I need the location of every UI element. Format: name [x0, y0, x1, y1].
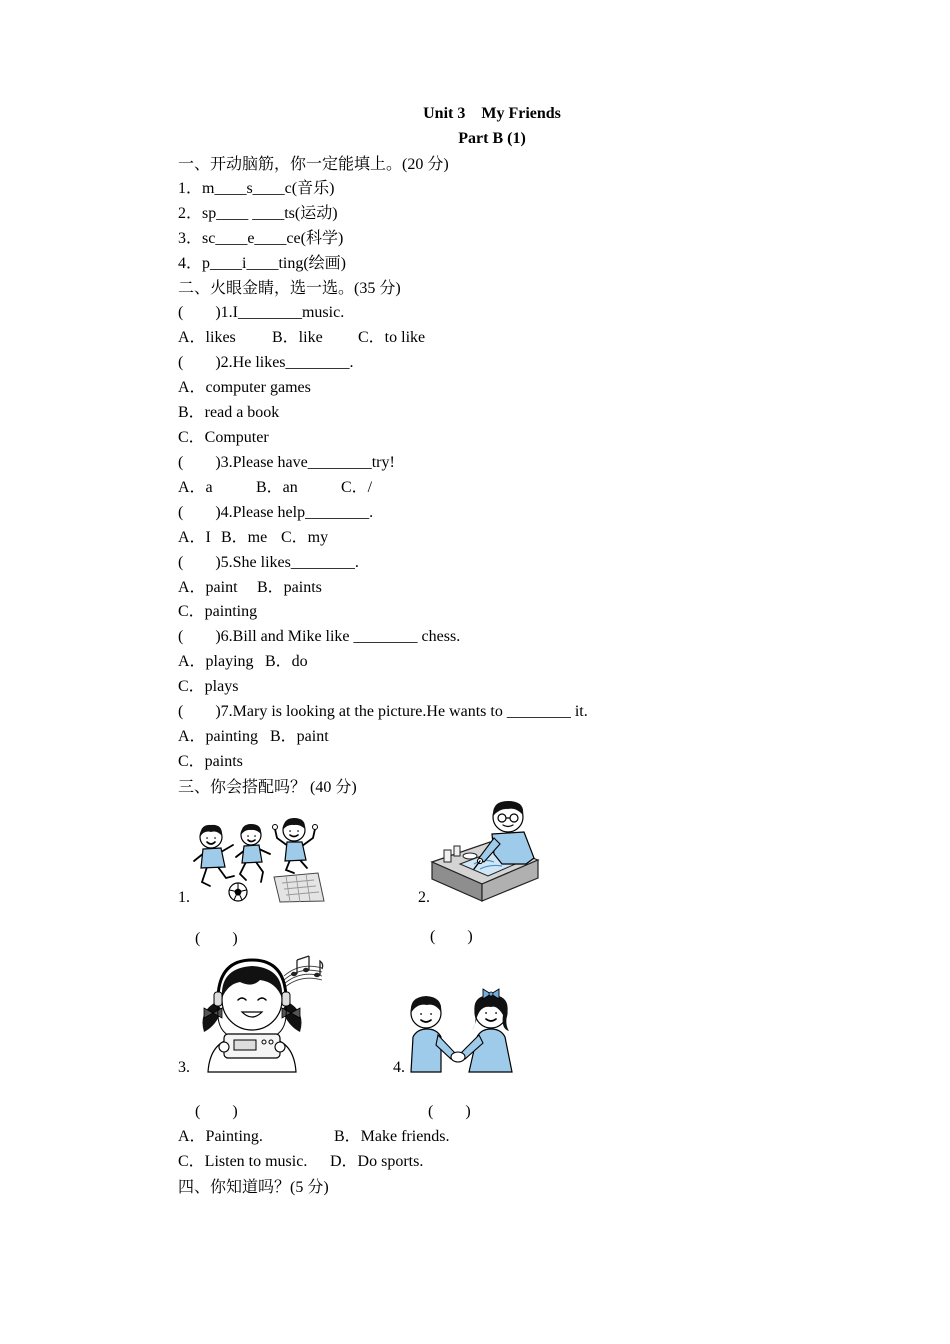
q5-option-c: C．painting [178, 603, 258, 621]
question-1-options [178, 326, 806, 351]
picture-4-number: 4. [393, 1059, 405, 1076]
q2-option-a: A．computer games [178, 379, 311, 397]
question-7-stem: ( )7.Mary is looking at the picture.He wants to ________ it. [178, 703, 588, 721]
kid-left [194, 825, 234, 886]
q7-option-a: A．painting [178, 728, 258, 746]
kid-left-legs [202, 867, 234, 886]
q4-option-a: A．I [178, 528, 211, 546]
section3-heading-text: 三、你会搭配吗？ [178, 776, 307, 796]
matching-options-and-section4 [178, 1124, 806, 1199]
do-sports-picture [190, 815, 325, 903]
paint-palette [463, 853, 477, 859]
boy-painter [474, 801, 534, 869]
music-note-1 [291, 972, 297, 976]
girl-listener-hand-left [219, 1042, 229, 1052]
q1-option-c: C．to like [358, 329, 426, 347]
paint-bottle-2 [454, 846, 460, 856]
match-option-a: A．Painting. [178, 1128, 263, 1145]
picture-4-answer-blank: ( ) [428, 1103, 471, 1120]
picture-1-number: 1. [178, 889, 190, 906]
q2-option-c: C．Computer [178, 428, 269, 446]
matching-options-row-1 [178, 1124, 806, 1149]
question-3-stem: ( )3.Please have________try! [178, 453, 395, 471]
boy-friend-shirt [411, 1029, 441, 1072]
question-3-options [178, 476, 806, 501]
goal-net [274, 873, 324, 902]
q7-option-b: B．paint [270, 728, 329, 746]
picture-3-answer-blank: ( ) [195, 1103, 238, 1120]
section2-score: (35 分) [354, 280, 401, 298]
q2-option-b: B．read a book [178, 404, 280, 422]
matching-options-row-2 [178, 1149, 806, 1174]
q4-option-c: C．my [281, 528, 329, 546]
question-5-stem: ( )5.She likes________. [178, 553, 359, 571]
music-player-button-2 [269, 1040, 273, 1044]
girl-friend-bow-knot [489, 992, 493, 996]
question-7-options [178, 725, 806, 750]
question-4-stem: ( )4.Please help________. [178, 503, 374, 521]
section4-heading-text: 四、你知道吗？ [178, 1177, 291, 1196]
match-option-b: B．Make friends. [334, 1128, 450, 1145]
headphones-cup-left [214, 992, 222, 1006]
section3-score: (40 分) [310, 778, 357, 796]
section2-heading [178, 276, 806, 301]
section2-heading-text: 二、火眼金睛，选一选。 [178, 278, 355, 298]
picture-2-answer-blank: ( ) [430, 928, 473, 945]
q4-option-b: B．me [221, 528, 268, 546]
girl-friend [461, 989, 512, 1072]
question-5-options [178, 576, 806, 601]
q1-option-b: B．like [272, 329, 323, 347]
picture-3-number: 3. [178, 1059, 190, 1076]
kid-left-shirt [201, 848, 225, 868]
make-friends-picture [405, 985, 513, 1072]
headphones-cup-right [282, 992, 290, 1006]
section1-heading [178, 152, 806, 177]
spelling-item-3: 3．sc____e____ce(科学) [178, 229, 344, 247]
section3-heading [178, 775, 806, 800]
soccer-ball [229, 883, 247, 901]
spelling-item-1: 1．m____s____c(音乐) [178, 179, 335, 197]
q3-option-a: A．a [178, 478, 213, 496]
kid-right [273, 818, 318, 873]
music-note-3 [314, 973, 320, 977]
kid-middle [236, 824, 270, 882]
q5-option-b: B．paints [257, 578, 322, 596]
music-player-button-1 [262, 1040, 266, 1044]
music-player [219, 1034, 285, 1058]
kid-right-fist-right [313, 825, 318, 830]
boy-friend [411, 996, 455, 1072]
girl-listener-hand-right [275, 1042, 285, 1052]
kid-middle-legs [240, 862, 263, 882]
q5-option-a: A．paint [178, 578, 238, 596]
question-6-stem: ( )6.Bill and Mike like ________ chess. [178, 628, 461, 646]
part-title: Part B (1) [458, 129, 526, 147]
match-option-d: D．Do sports. [330, 1153, 424, 1170]
question-1-stem: ( )1.I________music. [178, 304, 345, 322]
text-column [178, 102, 806, 800]
music-note-stems [297, 956, 323, 975]
question-4-options [178, 526, 806, 551]
section1-score: (20 分) [402, 155, 449, 173]
picture-2-number: 2. [418, 889, 430, 906]
question-2-stem: ( )2.He likes________. [178, 354, 354, 372]
q6-option-c: C．plays [178, 678, 239, 696]
music-note-2 [303, 968, 309, 972]
match-option-c: C．Listen to music. [178, 1153, 308, 1170]
unit-title: Unit 3 My Friends [423, 105, 561, 122]
q3-option-b: B．an [256, 478, 298, 496]
q6-option-b: B．do [265, 653, 308, 671]
paint-bottle-1 [444, 850, 451, 862]
spelling-item-2: 2．sp____ ____ts(运动) [178, 204, 338, 222]
handshake [451, 1052, 465, 1062]
q7-option-c: C．paints [178, 752, 243, 770]
section4-heading [178, 1174, 806, 1199]
kid-right-shirt [285, 842, 306, 861]
section4-score: (5 分) [290, 1179, 329, 1196]
girl-friend-dress [469, 1029, 512, 1072]
question-6-options [178, 650, 806, 675]
boy-painter-shirt [492, 832, 534, 864]
listen-to-music-picture [190, 950, 325, 1072]
music-player-screen [234, 1040, 256, 1050]
painting-picture [430, 798, 540, 902]
picture-1-answer-blank: ( ) [195, 930, 238, 947]
q6-option-a: A．playing [178, 653, 254, 671]
music-notes [284, 956, 323, 988]
spelling-item-4: 4．p____i____ting(绘画) [178, 254, 346, 272]
kid-right-legs [286, 860, 307, 873]
q1-option-a: A．likes [178, 329, 236, 347]
kid-middle-shirt [242, 845, 262, 863]
kid-right-fist-left [273, 825, 278, 830]
q3-option-c: C．/ [341, 478, 373, 496]
section1-heading-text: 一、开动脑筋，你一定能填上。 [178, 153, 403, 173]
